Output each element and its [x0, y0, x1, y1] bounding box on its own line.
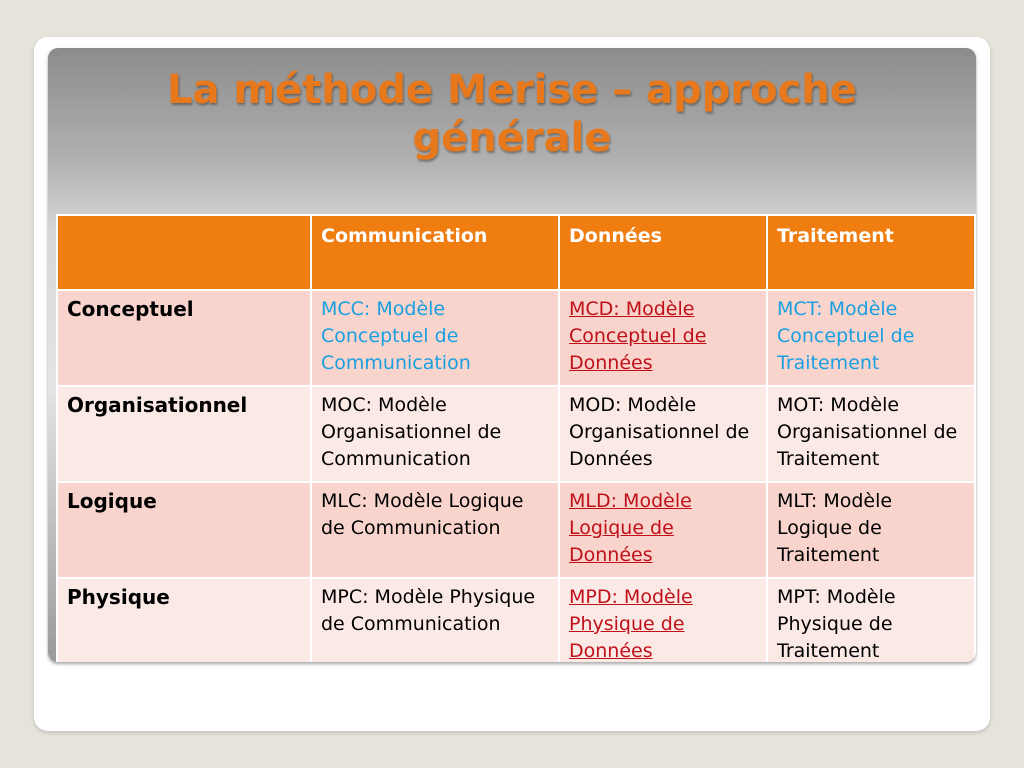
cell-mpd [559, 578, 767, 662]
link-mpd[interactable]: MPD: Modèle Physique de Données [569, 586, 693, 662]
link-mcd[interactable]: MCD: Modèle Conceptuel de Données [569, 298, 707, 374]
row-label-organisationnel: Organisationnel [57, 386, 311, 482]
slide-title-line2: générale [412, 115, 612, 161]
slide-title-line1: La méthode Merise – approche [167, 67, 857, 113]
cell-mcc: MCC: Modèle Conceptuel de Communication [311, 290, 559, 386]
cell-mld [559, 482, 767, 578]
header-cell-communication: Communication [311, 215, 559, 290]
header-cell-donnees: Données [559, 215, 767, 290]
table-row-organisationnel [57, 386, 975, 482]
cell-mpt: MPT: Modèle Physique de Traitement [767, 578, 975, 662]
slide-title [48, 66, 976, 162]
row-label-physique: Physique [57, 578, 311, 662]
cell-mlc: MLC: Modèle Logique de Communication [311, 482, 559, 578]
row-label-conceptuel: Conceptuel [57, 290, 311, 386]
slide-panel [48, 48, 976, 662]
cell-mcd [559, 290, 767, 386]
cell-mct: MCT: Modèle Conceptuel de Traitement [767, 290, 975, 386]
cell-moc: MOC: Modèle Organisationnel de Communication [311, 386, 559, 482]
header-cell-traitement: Traitement [767, 215, 975, 290]
merise-table [56, 214, 976, 662]
header-cell-corner [57, 215, 311, 290]
cell-mod: MOD: Modèle Organisationnel de Données [559, 386, 767, 482]
table-row-physique [57, 578, 975, 662]
link-mld[interactable]: MLD: Modèle Logique de Données [569, 490, 692, 566]
cell-mpc: MPC: Modèle Physique de Communication [311, 578, 559, 662]
table-row-conceptuel [57, 290, 975, 386]
table-header-row [57, 215, 975, 290]
cell-mlt: MLT: Modèle Logique de Traitement [767, 482, 975, 578]
cell-mot: MOT: Modèle Organisationnel de Traitement [767, 386, 975, 482]
table-row-logique [57, 482, 975, 578]
row-label-logique: Logique [57, 482, 311, 578]
